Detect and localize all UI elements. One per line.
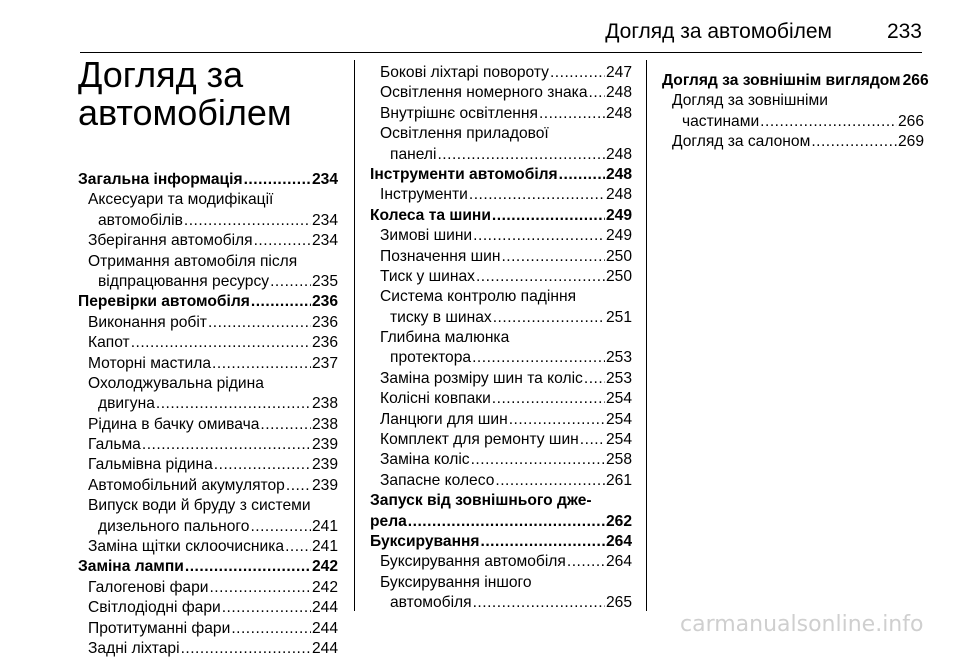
toc-subentry[interactable] [370, 308, 632, 328]
dot-leader [231, 619, 311, 639]
toc-section-entry[interactable] [370, 206, 632, 226]
toc-entry-label: Інструменти автомобіля [370, 165, 558, 183]
toc-entry-label: тиску в шинах [390, 308, 492, 326]
toc-column-1 [78, 170, 338, 659]
dot-leader [584, 369, 605, 389]
toc-subentry[interactable] [78, 619, 338, 639]
toc-entry-label: Інструменти [380, 186, 468, 204]
dot-leader [476, 267, 605, 287]
dot-leader [250, 517, 311, 537]
dot-leader [495, 471, 605, 491]
page-header [80, 18, 922, 50]
toc-section-entry[interactable] [78, 557, 338, 577]
toc-page-number: 244 [311, 639, 338, 657]
toc-entry-label: Заміна розміру шин та коліс [380, 369, 583, 387]
toc-subentry[interactable] [662, 112, 924, 132]
dot-leader [501, 247, 605, 267]
toc-section-entry[interactable] [370, 165, 632, 185]
dot-leader [493, 308, 605, 328]
toc-page-number: 241 [311, 538, 338, 556]
toc-page-number: 258 [605, 451, 632, 469]
toc-entry-label: Гальма [88, 436, 141, 454]
toc-page-number: 239 [311, 476, 338, 494]
toc-subentry-line[interactable]: Догляд за зовнішніми [672, 92, 828, 110]
toc-entry-label: частинами [682, 112, 760, 130]
toc-subentry[interactable] [78, 598, 338, 618]
toc-entry-label: Комплект для ремонту шин [380, 431, 579, 449]
toc-subentry[interactable] [370, 369, 632, 389]
toc-subentry[interactable] [78, 415, 338, 435]
toc-subentry[interactable] [370, 226, 632, 246]
dot-leader [481, 532, 605, 552]
toc-subentry-line[interactable]: Отримання автомобіля після [88, 252, 298, 270]
toc-entry-label: Буксирування автомобіля [380, 553, 566, 571]
toc-subentry[interactable] [78, 272, 338, 292]
dot-leader [473, 226, 605, 246]
toc-subentry-line[interactable]: Освітлення приладової [380, 125, 549, 143]
toc-entry-label: протектора [390, 349, 472, 367]
toc-subentry[interactable] [370, 410, 632, 430]
dot-leader [472, 348, 605, 368]
toc-page-number: 236 [311, 293, 338, 311]
toc-entry-label: Освітлення номерного знака [380, 84, 588, 102]
toc-subentry[interactable] [370, 185, 632, 205]
toc-page-number: 251 [605, 308, 632, 326]
dot-leader [473, 593, 605, 613]
toc-section-entry[interactable] [370, 512, 632, 532]
dot-leader [185, 557, 311, 577]
dot-leader [214, 455, 311, 475]
toc-subentry-line[interactable]: Буксирування іншого [380, 573, 532, 591]
dot-leader [286, 476, 311, 496]
toc-subentry[interactable] [370, 63, 632, 83]
toc-subentry[interactable] [370, 104, 632, 124]
dot-leader [209, 578, 311, 598]
toc-subentry-line[interactable]: Глибина малюнка [380, 329, 510, 347]
toc-subentry[interactable] [78, 354, 338, 374]
toc-subentry[interactable] [78, 394, 338, 414]
toc-page-number: 248 [605, 186, 632, 204]
dot-leader [260, 415, 311, 435]
toc-page-number: 261 [605, 471, 632, 489]
dot-leader [539, 104, 605, 124]
dot-leader [589, 83, 605, 103]
toc-page-number: 239 [311, 456, 338, 474]
dot-leader [492, 389, 605, 409]
toc-page-number: 248 [605, 145, 632, 163]
dot-leader [559, 165, 605, 185]
dot-leader [408, 512, 605, 532]
header-divider [80, 52, 922, 53]
dot-leader [212, 354, 311, 374]
toc-section-entry[interactable] [78, 292, 338, 312]
toc-page-number: 253 [605, 349, 632, 367]
toc-entry-label: Заміна лампи [78, 558, 184, 576]
toc-entry-label: Перевірки автомобіля [78, 293, 250, 311]
toc-page-number: 262 [605, 512, 632, 530]
toc-subentry[interactable] [78, 517, 338, 537]
toc-page-number: 238 [311, 395, 338, 413]
dot-leader [156, 394, 311, 414]
dot-leader [469, 185, 605, 205]
toc-section-entry[interactable] [78, 170, 338, 190]
toc-subentry[interactable] [78, 476, 338, 496]
watermark: carmanualsonline.info [680, 612, 924, 637]
dot-leader [567, 552, 605, 572]
toc-page-number: 265 [605, 594, 632, 612]
toc-subentry[interactable] [370, 348, 632, 368]
dot-leader [131, 333, 311, 353]
dot-leader [251, 292, 311, 312]
dot-leader [580, 430, 605, 450]
toc-entry-label: Позначення шин [380, 247, 501, 265]
toc-page-number: 248 [605, 165, 632, 183]
toc-entry-label: Запасне колесо [380, 471, 495, 489]
toc-subentry[interactable] [78, 537, 338, 557]
toc-entry-label: Буксирування [370, 532, 480, 550]
toc-section-entry[interactable] [662, 71, 929, 91]
toc-entry-label: Ланцюги для шин [380, 410, 508, 428]
toc-entry-label: відпрацювання ресурсу [98, 272, 270, 290]
page-number: 233 [886, 20, 922, 43]
toc-entry-label: Внутрішнє освітлення [380, 104, 538, 122]
toc-entry-label: Рідина в бачку омивача [88, 415, 260, 433]
toc-page-number: 241 [311, 517, 338, 535]
toc-page-number: 242 [311, 578, 338, 596]
dot-leader [208, 313, 311, 333]
toc-subentry[interactable] [78, 211, 338, 231]
toc-section-entry[interactable] [370, 532, 632, 552]
toc-page-number: 266 [897, 112, 924, 130]
toc-subentry[interactable] [370, 593, 632, 613]
chapter-title [78, 56, 348, 132]
toc-entry-label: Протитуманні фари [88, 619, 231, 637]
toc-subentry[interactable] [662, 132, 924, 152]
toc-subentry[interactable] [370, 450, 632, 470]
toc-entry-label: Капот [88, 334, 130, 352]
toc-entry-label: Галогенові фари [88, 578, 209, 596]
running-header-title: Догляд за автомобілем [605, 20, 832, 43]
dot-leader [270, 272, 311, 292]
toc-entry-label: Заміна коліс [380, 451, 470, 469]
toc-entry-label: Задні ліхтарі [88, 639, 180, 657]
dot-leader [142, 435, 311, 455]
toc-subentry[interactable] [78, 333, 338, 353]
toc-subentry[interactable] [370, 145, 632, 165]
toc-entry-label: дизельного пального [98, 517, 250, 535]
toc-page-number: 248 [605, 104, 632, 122]
toc-page-number: 237 [311, 354, 338, 372]
dot-leader [492, 206, 605, 226]
dot-leader [437, 145, 605, 165]
toc-entry-label: Тиск у шинах [380, 267, 475, 285]
toc-entry-label: двигуна [98, 395, 155, 413]
toc-subentry[interactable] [370, 267, 632, 287]
column-divider-1 [354, 60, 355, 611]
toc-entry-label: автомобіля [390, 594, 472, 612]
toc-entry-label: Колісні ковпаки [380, 390, 491, 408]
toc-entry-label: Заміна щітки склоочисника [88, 538, 285, 556]
toc-subentry[interactable] [370, 430, 632, 450]
toc-entry-label: Зимові шини [380, 227, 473, 245]
dot-leader [509, 410, 605, 430]
toc-page-number: 264 [605, 553, 632, 571]
toc-entry-label: автомобілів [98, 211, 183, 229]
toc-page-number: 254 [605, 410, 632, 428]
toc-page-number: 238 [311, 415, 338, 433]
toc-entry-label: Бокові ліхтарі повороту [380, 64, 549, 81]
toc-page-number: 266 [902, 72, 929, 89]
toc-subentry[interactable] [370, 247, 632, 267]
toc-page-number: 235 [311, 272, 338, 290]
toc-page-number: 247 [605, 64, 632, 81]
toc-page-number: 234 [311, 232, 338, 250]
toc-page-number: 249 [605, 206, 632, 224]
toc-entry-label: рела [370, 512, 407, 530]
toc-entry-label: Загальна інформація [78, 171, 243, 188]
toc-subentry[interactable] [78, 435, 338, 455]
dot-leader [244, 170, 311, 190]
toc-subentry[interactable] [78, 313, 338, 333]
toc-subentry[interactable] [370, 471, 632, 491]
toc-column-3 [662, 71, 929, 153]
dot-leader [254, 231, 311, 251]
dot-leader [184, 211, 311, 231]
toc-page-number: 249 [605, 227, 632, 245]
toc-entry-label: Виконання робіт [88, 313, 207, 331]
toc-entry-label: Догляд за салоном [672, 133, 811, 151]
dot-leader [285, 537, 311, 557]
toc-page-number: 248 [605, 84, 632, 102]
toc-page-number: 254 [605, 390, 632, 408]
toc-page-number: 244 [311, 599, 338, 617]
toc-page-number: 253 [605, 369, 632, 387]
toc-page-number: 244 [311, 619, 338, 637]
toc-page-number: 269 [897, 133, 924, 151]
toc-entry-label: Зберігання автомобіля [88, 232, 253, 250]
toc-subentry[interactable] [370, 389, 632, 409]
chapter-title-line-1: Догляд за [78, 54, 244, 95]
toc-page-number: 239 [311, 436, 338, 454]
column-divider-2 [646, 60, 647, 611]
toc-subentry-line[interactable]: Охолоджувальна рідина [88, 374, 264, 392]
dot-leader [471, 450, 605, 470]
toc-entry-label: Автомобільний акумулятор [88, 476, 285, 494]
toc-entry-label: Догляд за зовнішнім виглядом [662, 72, 901, 89]
toc-page-number: 250 [605, 267, 632, 285]
toc-entry-label: Колеса та шини [370, 206, 491, 224]
toc-subentry[interactable] [78, 455, 338, 475]
dot-leader [222, 598, 311, 618]
toc-subentry[interactable] [370, 83, 632, 103]
toc-subentry[interactable] [370, 552, 632, 572]
toc-entry-label: Моторні мастила [88, 354, 212, 372]
toc-page-number: 242 [311, 558, 338, 576]
toc-subentry-line[interactable]: Випуск води й бруду з системи [88, 497, 311, 515]
toc-page-number: 236 [311, 313, 338, 331]
toc-page-number: 250 [605, 247, 632, 265]
dot-leader [550, 63, 605, 83]
toc-page-number: 236 [311, 334, 338, 352]
toc-subentry[interactable] [78, 231, 338, 251]
dot-leader [760, 112, 897, 132]
toc-entry-label: Гальмівна рідина [88, 456, 213, 474]
toc-page-number: 234 [311, 171, 338, 188]
toc-section-entry-line[interactable]: Запуск від зовнішнього дже- [370, 492, 592, 510]
dot-leader [811, 132, 897, 152]
toc-subentry[interactable] [78, 578, 338, 598]
toc-page-number: 234 [311, 211, 338, 229]
toc-subentry-line[interactable]: Аксесуари та модифікації [88, 191, 274, 209]
toc-column-2 [370, 63, 632, 614]
toc-page-number: 254 [605, 431, 632, 449]
chapter-title-line-2: автомобілем [78, 92, 292, 133]
toc-entry-label: панелі [390, 145, 437, 163]
toc-page-number: 264 [605, 532, 632, 550]
toc-entry-label: Світлодіодні фари [88, 599, 221, 617]
toc-subentry-line[interactable]: Система контролю падіння [380, 288, 577, 306]
